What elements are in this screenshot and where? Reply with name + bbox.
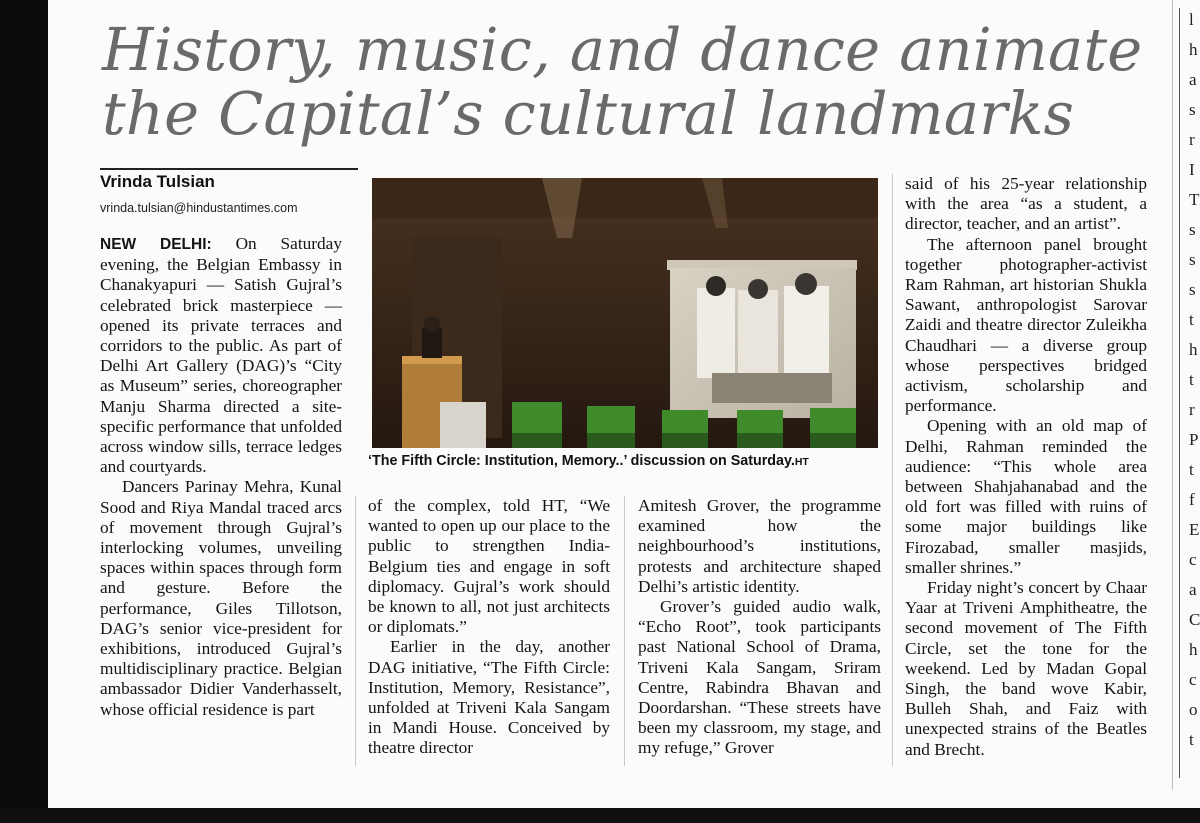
adjacent-text-fragment: c [1189, 670, 1197, 689]
adjacent-text-fragment: t [1189, 370, 1194, 389]
adjacent-text-fragment: P [1189, 430, 1199, 449]
adjacent-text-fragment: s [1189, 250, 1196, 269]
article-column-3 [638, 496, 881, 759]
adjacent-text-fragment: f [1189, 490, 1195, 509]
adjacent-text-fragment: a [1189, 70, 1197, 89]
adjacent-text-fragment: E [1189, 520, 1200, 539]
adjacent-text-fragment: I [1189, 160, 1195, 179]
adjacent-text-fragment: r [1189, 130, 1195, 149]
caption-text: ‘The Fifth Circle: Institution, Memory..’ discussion on Saturday. [368, 453, 795, 469]
dateline: NEW DELHI: [100, 236, 212, 253]
paragraph [100, 234, 342, 477]
scan-bottom-edge [0, 808, 1200, 823]
photo-caption [368, 453, 888, 469]
adjacent-text-fragment: t [1189, 460, 1194, 479]
paragraph: said of his 25-year relationship with the area “as a student, a director, teacher, and an artist”. [905, 174, 1147, 234]
adjacent-text-fragment: C [1189, 610, 1200, 629]
paragraph: Amitesh Grover, the programme examined how the neighbourhood’s institutions, protests and architecture shaped Delhi’s artistic identity. [638, 496, 881, 596]
adjacent-text-fragment: a [1189, 580, 1197, 599]
adjacent-article-box [1179, 8, 1200, 778]
article-column-1 [100, 234, 342, 720]
adjacent-text-fragment: s [1189, 100, 1196, 119]
column-rule [355, 496, 356, 766]
adjacent-text-fragment: s [1189, 280, 1196, 299]
photo-illustration [372, 178, 878, 448]
article-headline: History, music, and dance animate the Capital’s cultural landmarks [102, 15, 1143, 148]
photo-credit: HT [794, 456, 809, 468]
paragraph: Opening with an old map of Delhi, Rahman reminded the audience: “This whole area between Shahjahanabad and the old fort was filled with ruins of some major buildings like Firozabad, smaller masjids, smaller shrines.” [905, 416, 1147, 577]
article-byline: Vrinda Tulsian [100, 172, 215, 191]
adjacent-text-fragment: c [1189, 550, 1197, 569]
adjacent-text-fragment: r [1189, 400, 1195, 419]
paragraph: of the complex, told HT, “We wanted to open up our place to the public to strengthen India-Belgium ties and engage in soft diplomacy. Gujral’s work should be known to all, not just architects or diplomats.” [368, 496, 610, 637]
scan-left-edge [0, 0, 48, 823]
author-email: vrinda.tulsian@hindustantimes.com [100, 201, 298, 215]
paragraph: Earlier in the day, another DAG initiative, “The Fifth Circle: Institution, Memory, Resistance”, unfolded at Triveni Kala Sangam in Mandi House. Conceived by theatre director [368, 637, 610, 758]
newspaper-page [48, 0, 1200, 808]
paragraph: The afternoon panel brought together photographer-activist Ram Rahman, art historian Shukla Sawant, anthropologist Sarovar Zaidi and theatre director Zuleikha Chaudhari — a diverse group whose perspectives bridged activism, scholarship and performance. [905, 234, 1147, 416]
adjacent-text-fragment: t [1189, 310, 1194, 329]
adjacent-article-strip [1172, 0, 1200, 790]
column-rule [892, 174, 893, 766]
column-rule [624, 496, 625, 766]
paragraph: Grover’s guided audio walk, “Echo Root”, took participants past National School of Drama, Triveni Kala Sangam, Sriram Centre, Rabindra Bhavan and Doordarshan. “These streets have been my classroom, my stage, and my refuge,” Grover [638, 597, 881, 758]
adjacent-text-fragment: T [1189, 190, 1200, 209]
byline-rule [100, 168, 358, 170]
adjacent-text-fragment: h [1189, 640, 1198, 659]
paragraph-text: On Saturday evening, the Belgian Embassy in Chanakyapuri — Satish Gujral’s celebrated brick masterpiece — opened its private terraces and corridors to the public. As part of Delhi Art Gallery (DAG)’s “City as Museum” series, choreographer Manju Sharma directed a site-specific performance that unfolded across window sills, terrace ledges and courtyards. [100, 234, 342, 477]
event-photo [372, 178, 878, 448]
paragraph: Friday night’s concert by Chaar Yaar at Triveni Amphitheatre, the second movement of The Fifth Circle, set the tone for the weekend. Led by Madan Gopal Singh, the band wove Kabir, Bulleh Shah, and Faiz with unexpected strains of the Beatles and Brecht. [905, 578, 1147, 759]
paragraph: Dancers Parinay Mehra, Kunal Sood and Riya Mandal traced arcs of movement through Gujral’s interlocking volumes, unveiling spaces within spaces through form and gesture. Before the performance, Giles Tillotson, DAG’s senior vice-president for exhibitions, introduced Gujral’s multidisciplinary practice. Belgian ambassador Didier Vanderhasselt, whose official residence is part [100, 477, 342, 719]
adjacent-text-fragment: h [1189, 340, 1198, 359]
adjacent-text-fragment: o [1189, 700, 1198, 719]
article-column-2 [368, 496, 610, 759]
adjacent-text-fragment: t [1189, 730, 1194, 749]
adjacent-text-fragment: s [1189, 220, 1196, 239]
adjacent-text-fragment: h [1189, 40, 1198, 59]
adjacent-text-fragment: l [1189, 10, 1194, 29]
article-column-4 [905, 174, 1147, 760]
